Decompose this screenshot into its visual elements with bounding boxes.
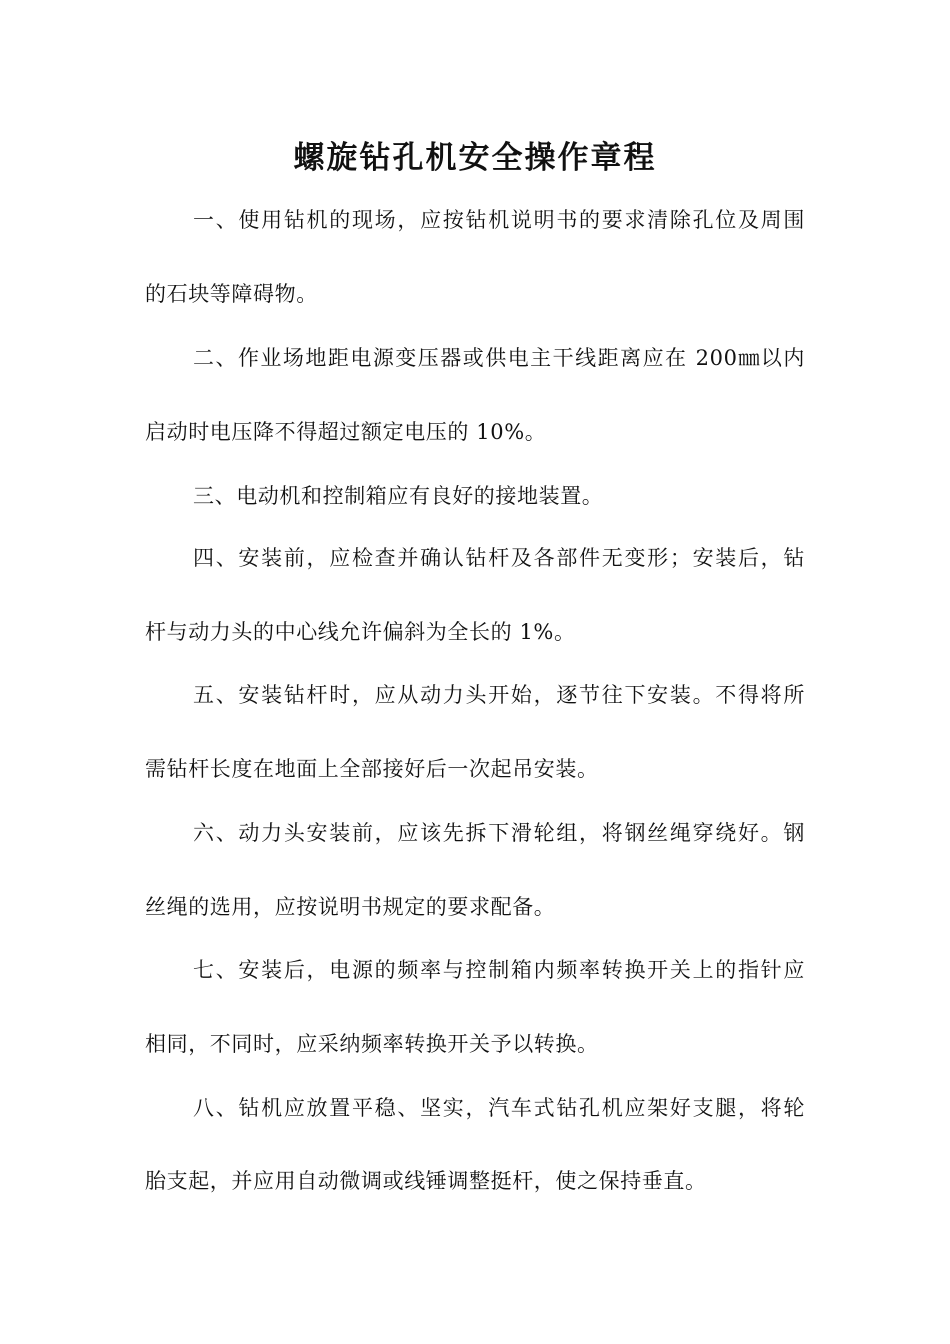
- paragraph-2-line-2: 启动时电压降不得超过额定电压的 10%。: [145, 420, 547, 444]
- paragraph-8-line-2: 胎支起，并应用自动微调或线锤调整挺杆，使之保持垂直。: [145, 1169, 707, 1193]
- paragraph-4-line-1: 四、安装前，应检查并确认钻杆及各部件无变形；安装后，钻: [193, 546, 805, 570]
- paragraph-8-line-1: 八、钻机应放置平稳、坚实，汽车式钻孔机应架好支腿，将轮: [193, 1096, 805, 1120]
- paragraph-1-line-2: 的石块等障碍物。: [145, 282, 318, 306]
- paragraph-1-line-1: 一、使用钻机的现场，应按钻机说明书的要求清除孔位及周围: [193, 208, 805, 232]
- paragraph-2-line-1: 二、作业场地距电源变压器或供电主干线距离应在 200㎜以内: [193, 346, 805, 370]
- paragraph-4-line-2: 杆与动力头的中心线允许偏斜为全长的 1%。: [145, 620, 576, 644]
- paragraph-7-line-2: 相同，不同时，应采纳频率转换开关予以转换。: [145, 1032, 599, 1056]
- paragraph-6-line-2: 丝绳的选用，应按说明书规定的要求配备。: [145, 895, 556, 919]
- paragraph-5-line-1: 五、安装钻杆时，应从动力头开始，逐节往下安装。不得将所: [193, 683, 805, 707]
- paragraph-5-line-2: 需钻杆长度在地面上全部接好后一次起吊安装。: [145, 757, 599, 781]
- paragraph-7-line-1: 七、安装后，电源的频率与控制箱内频率转换开关上的指针应: [193, 958, 805, 982]
- document-title: 螺旋钻孔机安全操作章程: [293, 140, 657, 176]
- paragraph-3-line-1: 三、电动机和控制箱应有良好的接地装置。: [193, 484, 604, 508]
- paragraph-6-line-1: 六、动力头安装前，应该先拆下滑轮组，将钢丝绳穿绕好。钢: [193, 821, 805, 845]
